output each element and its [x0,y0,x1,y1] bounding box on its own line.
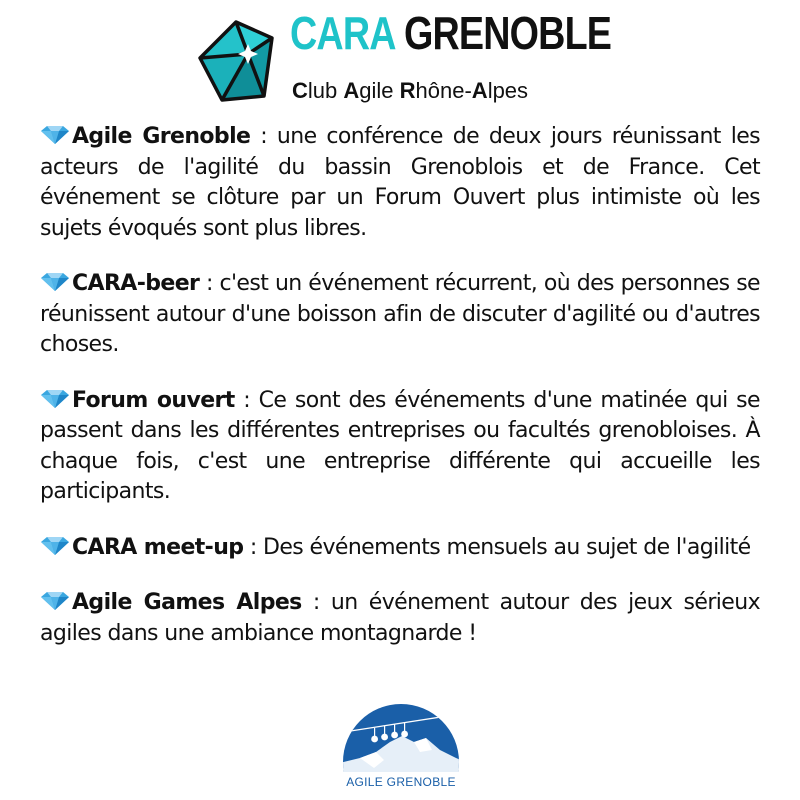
subtitle-rest: gile [359,78,400,103]
footer-logo-text: AGILE GRENOBLE [346,775,456,789]
blue-gem-icon [40,535,70,555]
event-item [40,386,760,508]
header [0,0,800,110]
event-description: : c'est un événement récurrent, où des personnes se réunissent autour d'une boisson afin de discuter d'agilité ou d'autres choses. [40,271,760,357]
subtitle-initial: A [343,78,360,103]
page-title [290,6,611,60]
event-description: : un événement autour des jeux sérieux agiles dans une ambiance montagnarde ! [40,590,760,646]
event-description: : Ce sont des événements d'une matinée qui se passent dans les différentes entreprises ou facultés grenobloises. À chaque fois, c'est une entreprise différente qui accueille les participants. [40,387,760,504]
blue-gem-icon [40,271,70,291]
event-description: : une conférence de deux jours réunissant les acteurs de l'agilité du bassin Grenoblois et de France. Cet événement se clôture par un Forum Ouvert plus intimiste où les sujets évoqués sont plus libres. [40,124,760,241]
event-item [40,122,760,244]
blue-gem-icon [40,124,70,144]
subtitle-rest: lub [307,78,344,103]
event-name: CARA meet-up [72,534,244,560]
event-list [40,122,760,674]
title-accent: CARA [290,7,395,59]
blue-gem-icon [40,590,70,610]
blue-gem-icon [40,388,70,408]
subtitle-initial: C [292,78,308,103]
event-name: CARA-beer [72,271,200,296]
event-description: : Des événements mensuels au sujet de l'agilité [243,534,751,560]
title-city: GRENOBLE [403,7,612,59]
event-item [40,533,760,564]
event-name: Agile Games Alpes [72,590,302,615]
event-name: Agile Grenoble [72,124,251,149]
subtitle [292,78,528,104]
subtitle-rest: lpes [487,78,529,103]
diamond-logo-icon [196,18,276,102]
subtitle-initial: A [471,78,488,103]
event-item [40,269,760,361]
subtitle-rest: hône- [415,78,472,103]
event-name: Forum ouvert [72,387,235,413]
event-item [40,588,760,649]
subtitle-initial: R [399,78,416,103]
